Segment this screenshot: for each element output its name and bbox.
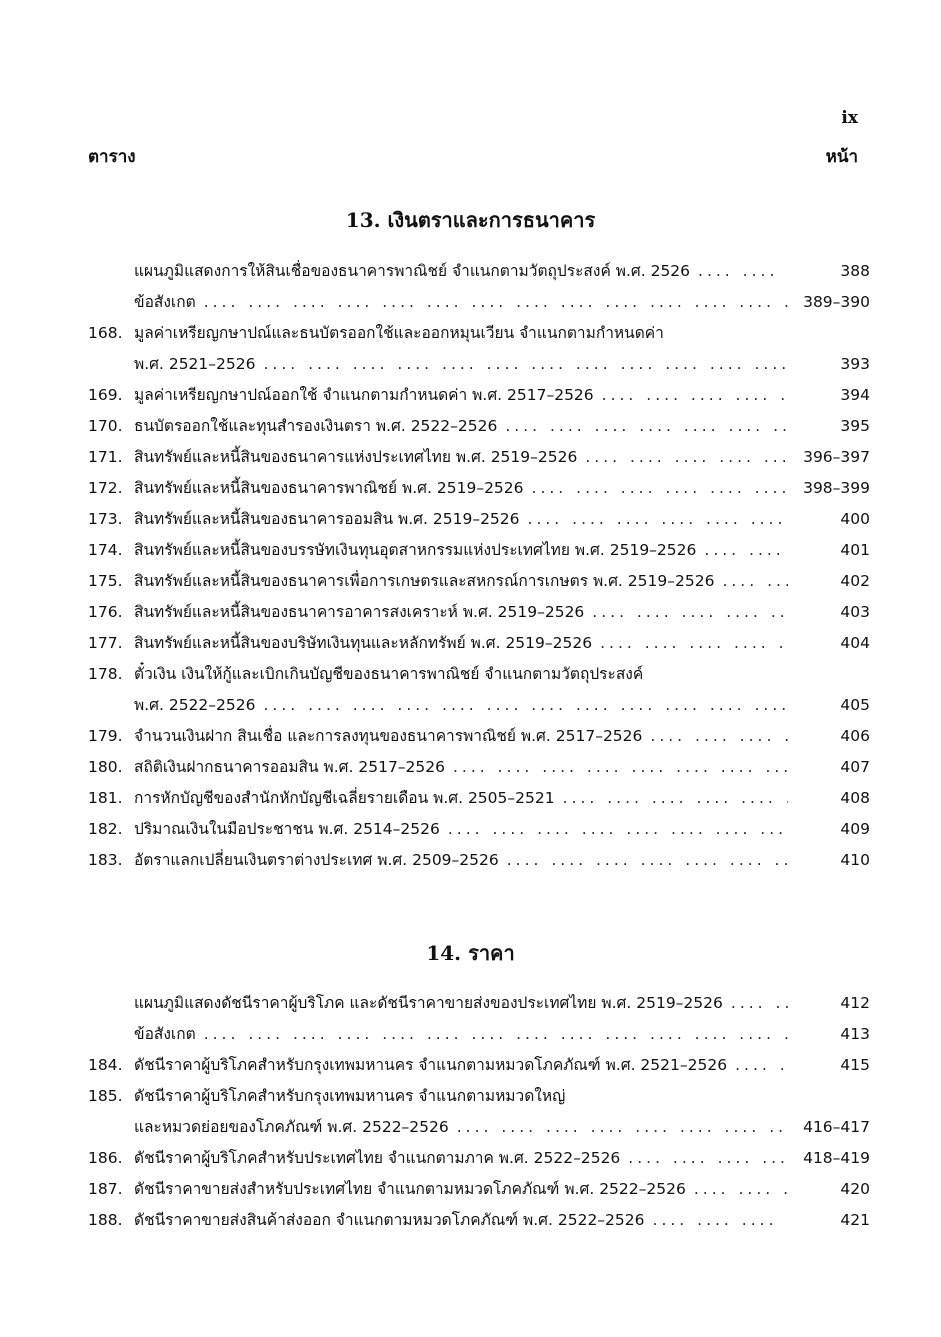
toc-row (88, 1174, 870, 1205)
toc-row-page: 394 (840, 386, 870, 404)
toc-row-title: สินทรัพย์และหนี้สินของธนาคารเพื่อการเกษตรและสหกรณ์การเกษตร พ.ศ. 2519–2526 (134, 572, 715, 590)
toc-row-title: สินทรัพย์และหนี้สินของธนาคารพาณิชย์ พ.ศ. 2519–2526 (134, 479, 524, 497)
toc-row (88, 473, 870, 504)
toc-row-page: 398–399 (803, 479, 870, 497)
toc-row (88, 814, 870, 845)
toc-row-page: 418–419 (803, 1149, 870, 1167)
toc-row (88, 752, 870, 783)
dot-leader (592, 597, 788, 628)
toc-row-title: ปริมาณเงินในมือประชาชน พ.ศ. 2514–2526 (134, 820, 440, 838)
toc-row-title: และหมวดย่อยของโภคภัณฑ์ พ.ศ. 2522–2526 (134, 1118, 449, 1136)
toc-row-title: สินทรัพย์และหนี้สินของธนาคารออมสิน พ.ศ. 2519–2526 (134, 510, 520, 528)
toc-row-title: แผนภูมิแสดงการให้สินเชื่อของธนาคารพาณิชย์ จำแนกตามวัตถุประสงค์ พ.ศ. 2526 (134, 262, 691, 280)
column-header-page: หน้า (825, 147, 858, 167)
toc-row-number: 171. (88, 448, 123, 466)
toc-row (88, 256, 870, 287)
dot-leader (528, 504, 788, 535)
column-header-table: ตาราง (88, 147, 136, 167)
toc-row-number: 175. (88, 572, 123, 590)
dot-leader (694, 1174, 788, 1205)
toc-row-number: 172. (88, 479, 123, 497)
toc-row (88, 845, 870, 876)
toc-row-title: ตั๋วเงิน เงินให้กู้และเบิกเกินบัญชีของธนาคารพาณิชย์ จำแนกตามวัตถุประสงค์ (134, 665, 644, 683)
toc-row (88, 628, 870, 659)
dot-leader (507, 845, 788, 876)
toc-row-title: มูลค่าเหรียญกษาปณ์ออกใช้ จำแนกตามกำหนดค่า พ.ศ. 2517–2526 (134, 386, 594, 404)
toc-row (88, 1205, 870, 1236)
toc-row-page: 413 (840, 1025, 870, 1043)
toc-row (88, 380, 870, 411)
dot-leader (263, 349, 788, 380)
toc-row-title: ข้อสังเกต (134, 293, 196, 311)
toc-row-page: 395 (840, 417, 870, 435)
toc-row-number: 187. (88, 1180, 123, 1198)
toc-row-number: 179. (88, 727, 123, 745)
toc-row-page: 403 (840, 603, 870, 621)
dot-leader (731, 988, 788, 1019)
section-14-list (88, 988, 870, 1236)
toc-row-page: 421 (840, 1211, 870, 1229)
toc-row (88, 597, 870, 628)
toc-row-title: สถิติเงินฝากธนาคารออมสิน พ.ศ. 2517–2526 (134, 758, 445, 776)
dot-leader (263, 690, 788, 721)
toc-row-page: 402 (840, 572, 870, 590)
toc-row-number: 168. (88, 324, 123, 342)
toc-row-number: 169. (88, 386, 123, 404)
toc-row (88, 721, 870, 752)
toc-row-page: 393 (840, 355, 870, 373)
toc-row-number: 184. (88, 1056, 123, 1074)
toc-row-page: 409 (840, 820, 870, 838)
toc-row-page: 412 (840, 994, 870, 1012)
toc-row-page: 396–397 (803, 448, 870, 466)
dot-leader (602, 380, 788, 411)
toc-row (88, 349, 870, 380)
toc-row-page: 389–390 (803, 293, 870, 311)
dot-leader (505, 411, 788, 442)
toc-row-page: 415 (840, 1056, 870, 1074)
toc-row-page: 416–417 (803, 1118, 870, 1136)
toc-row-title: สินทรัพย์และหนี้สินของบรรษัทเงินทุนอุตสาหกรรมแห่งประเทศไทย พ.ศ. 2519–2526 (134, 541, 697, 559)
toc-row-number: 180. (88, 758, 123, 776)
toc-row (88, 1019, 870, 1050)
toc-row-title: มูลค่าเหรียญกษาปณ์และธนบัตรออกใช้และออกหมุนเวียน จำแนกตามกำหนดค่า (134, 324, 664, 342)
toc-row (88, 504, 870, 535)
toc-row-title: ดัชนีราคาผู้บริโภคสำหรับกรุงเทพมหานคร จำแนกตามหมวดโภคภัณฑ์ พ.ศ. 2521–2526 (134, 1056, 728, 1074)
toc-row-page: 410 (840, 851, 870, 869)
toc-row-title: การหักบัญชีของสำนักหักบัญชีเฉลี่ยรายเดือน พ.ศ. 2505–2521 (134, 789, 555, 807)
toc-row-title: สินทรัพย์และหนี้สินของธนาคารแห่งประเทศไทย พ.ศ. 2519–2526 (134, 448, 578, 466)
toc-row (88, 442, 870, 473)
toc-row-title: สินทรัพย์และหนี้สินของธนาคารอาคารสงเคราะห์ พ.ศ. 2519–2526 (134, 603, 585, 621)
toc-row (88, 659, 870, 690)
dot-leader (735, 1050, 788, 1081)
dot-leader (204, 1019, 788, 1050)
toc-row (88, 690, 870, 721)
dot-leader (448, 814, 788, 845)
dot-leader (628, 1143, 788, 1174)
dot-leader (204, 287, 788, 318)
toc-row-title: อัตราแลกเปลี่ยนเงินตราต่างประเทศ พ.ศ. 2509–2526 (134, 851, 499, 869)
toc-row (88, 318, 870, 349)
section-14-title: 14. ราคา (426, 941, 515, 965)
toc-row-title: ดัชนีราคาขายส่งสินค้าส่งออก จำแนกตามหมวดโภคภัณฑ์ พ.ศ. 2522–2526 (134, 1211, 645, 1229)
toc-row (88, 988, 870, 1019)
toc-row-number: 178. (88, 665, 123, 683)
toc-row (88, 1050, 870, 1081)
toc-row-page: 406 (840, 727, 870, 745)
section-13-list (88, 256, 870, 876)
toc-row-title: จำนวนเงินฝาก สินเชื่อ และการลงทุนของธนาคารพาณิชย์ พ.ศ. 2517–2526 (134, 727, 643, 745)
toc-row-page: 420 (840, 1180, 870, 1198)
dot-leader (563, 783, 788, 814)
section-13-title: 13. เงินตราและการธนาคาร (345, 208, 596, 232)
toc-row-number: 173. (88, 510, 123, 528)
toc-row-page: 408 (840, 789, 870, 807)
toc-row-title: ดัชนีราคาผู้บริโภคสำหรับกรุงเทพมหานคร จำแนกตามหมวดใหญ่ (134, 1087, 566, 1105)
dot-leader (453, 752, 788, 783)
dot-leader (722, 566, 788, 597)
toc-row-page: 407 (840, 758, 870, 776)
toc-row-title: ข้อสังเกต (134, 1025, 196, 1043)
toc-row-title: พ.ศ. 2521–2526 (134, 355, 256, 373)
toc-row-page: 400 (840, 510, 870, 528)
dot-leader (653, 1205, 788, 1236)
toc-row-title: สินทรัพย์และหนี้สินของบริษัทเงินทุนและหลักทรัพย์ พ.ศ. 2519–2526 (134, 634, 593, 652)
toc-row-number: 174. (88, 541, 123, 559)
toc-row-page: 401 (840, 541, 870, 559)
toc-row-number: 170. (88, 417, 123, 435)
toc-row-title: พ.ศ. 2522–2526 (134, 696, 256, 714)
toc-row-number: 185. (88, 1087, 123, 1105)
toc-row-number: 182. (88, 820, 123, 838)
toc-row (88, 1112, 870, 1143)
toc-row-title: แผนภูมิแสดงดัชนีราคาผู้บริโภค และดัชนีราคาขายส่งของประเทศไทย พ.ศ. 2519–2526 (134, 994, 723, 1012)
toc-row-number: 183. (88, 851, 123, 869)
toc-row (88, 566, 870, 597)
page-number: ix (841, 108, 858, 128)
dot-leader (585, 442, 788, 473)
toc-row (88, 1143, 870, 1174)
dot-leader (698, 256, 788, 287)
toc-row (88, 411, 870, 442)
toc-row-page: 405 (840, 696, 870, 714)
dot-leader (532, 473, 788, 504)
toc-row (88, 783, 870, 814)
dot-leader (600, 628, 788, 659)
toc-row-number: 177. (88, 634, 123, 652)
toc-row-page: 404 (840, 634, 870, 652)
toc-row-page: 388 (840, 262, 870, 280)
toc-row-number: 176. (88, 603, 123, 621)
toc-row-title: ดัชนีราคาขายส่งสำหรับประเทศไทย จำแนกตามหมวดโภคภัณฑ์ พ.ศ. 2522–2526 (134, 1180, 686, 1198)
toc-row-title: ธนบัตรออกใช้และทุนสำรองเงินตรา พ.ศ. 2522–2526 (134, 417, 498, 435)
toc-row (88, 1081, 870, 1112)
toc-row (88, 535, 870, 566)
dot-leader (457, 1112, 788, 1143)
dot-leader (704, 535, 788, 566)
toc-row (88, 287, 870, 318)
toc-row-number: 188. (88, 1211, 123, 1229)
dot-leader (650, 721, 788, 752)
toc-row-number: 181. (88, 789, 123, 807)
toc-row-number: 186. (88, 1149, 123, 1167)
toc-row-title: ดัชนีราคาผู้บริโภคสำหรับประเทศไทย จำแนกตามภาค พ.ศ. 2522–2526 (134, 1149, 621, 1167)
